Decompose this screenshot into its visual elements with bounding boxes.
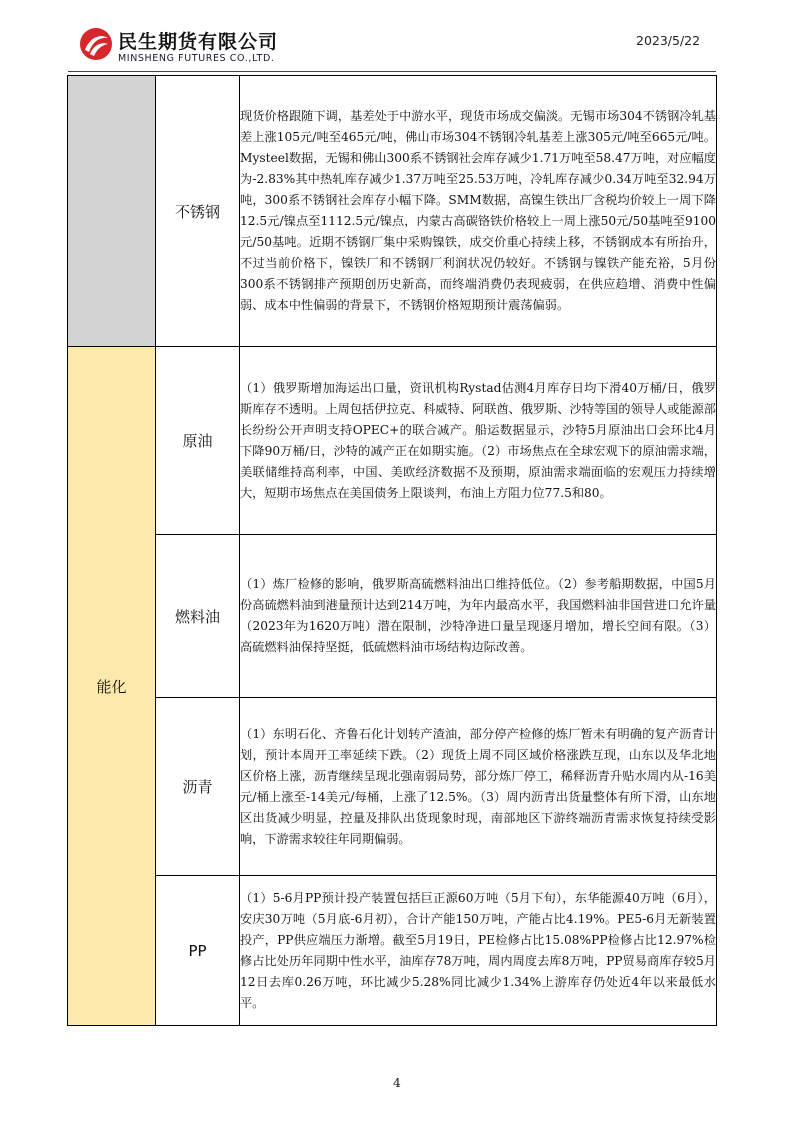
product-name-asphalt: 沥青	[156, 698, 240, 876]
product-name-crude: 原油	[156, 347, 240, 535]
table-row	[68, 698, 717, 876]
page-header	[0, 0, 794, 76]
product-analysis-fuel-oil	[240, 535, 717, 698]
table-row	[68, 76, 717, 347]
product-analysis-asphalt	[240, 698, 717, 876]
table-row	[68, 535, 717, 698]
product-name-fuel-oil: 燃料油	[156, 535, 240, 698]
analysis-text: （1）炼厂检修的影响，俄罗斯高硫燃料油出口维持低位。（2）参考船期数据，中国5月份高硫燃料油到港量预计达到214万吨，为年内最高水平，我国燃料油非国营进口允许量（2023年为1620万吨）潜在限制，沙特净进口量呈现逐月增加，增长空间有限。（3）高硫燃料油保持坚挺，低硫燃料油市场结构边际改善。	[240, 577, 716, 654]
table-row	[68, 876, 717, 1026]
sector-cell-continued	[68, 76, 156, 347]
analysis-text: （1）东明石化、齐鲁石化计划转产渣油，部分停产检修的炼厂暂未有明确的复产沥青计划，预计本周开工率延续下跌。（2）现货上周不同区域价格涨跌互现，山东以及华北地区价格上涨，沥青继续呈现北强南弱局势，部分炼厂停工，稀释沥青升贴水周内从-16美元/桶上涨至-14美元/每桶，上涨了12.5%。（3）周内沥青出货量整体有所下滑，山东地区出货减少明显，控量及排队出货现象时现，南部地区下游终端沥青需求恢复持续受影响，下游需求较往年同期偏弱。	[240, 726, 716, 846]
product-analysis-pp	[240, 876, 717, 1026]
product-analysis-stainless	[240, 76, 717, 347]
product-name-stainless: 不锈钢	[156, 76, 240, 347]
analysis-text: （1）5-6月PP预计投产装置包括巨正源60万吨（5月下旬），东华能源40万吨（6月），安庆30万吨（5月底-6月初），合计产能150万吨，产能占比4.19%。PE5-6月无新装置投产，PP供应端压力渐增。截至5月19日，PE检修占比15.08%PP检修占比12.97%检修占比处历年同期中性水平，油库存78万吨，周内周度去库8万吨，PP贸易商库存较5月12日去库0.26万吨，环比减少5.28%同比减少1.34%上游库存仍处近4年以来最低水平。	[240, 890, 716, 1010]
report-date: 2023/5/22	[636, 33, 701, 48]
page-number: 4	[393, 1076, 401, 1090]
commodity-report-table	[67, 75, 717, 1026]
company-name-cn: 民生期货有限公司	[118, 31, 279, 53]
analysis-text: （1）俄罗斯增加海运出口量，资讯机构Rystad估测4月库存日均下滑40万桶/日，俄罗斯库存不透明。上周包括伊拉克、科威特、阿联酋、俄罗斯、沙特等国的领导人或能源部长纷纷公开声明支持OPEC+的联合减产。船运数据显示，沙特5月原油出口会环比4月下降90万桶/日，沙特的减产正在如期实施。（2）市场焦点在全球宏观下的原油需求端，美联储维持高利率，中国、美欧经济数据不及预期，原油需求端面临的宏观压力持续增大，短期市场焦点在美国债务上限谈判，布油上方阻力位77.5和80。	[240, 380, 716, 500]
table-row	[68, 347, 717, 535]
sector-name-energy: 能化	[68, 347, 156, 1026]
product-analysis-crude	[240, 347, 717, 535]
logo-icon	[78, 26, 114, 62]
header-divider	[68, 71, 716, 72]
company-logo	[78, 26, 114, 62]
analysis-text: 现货价格跟随下调，基差处于中游水平，现货市场成交偏淡。无锡市场304不锈钢冷轧基差上涨105元/吨至465元/吨，佛山市场304不锈钢冷轧基差上涨305元/吨至665元/吨。Mysteel数据，无锡和佛山300系不锈钢社会库存减少1.71万吨至58.47万吨，对应幅度为-2.83%其中热轧库存减少1.37万吨至25.53万吨，冷轧库存减少0.34万吨至32.94万吨，300系不锈钢社会库存小幅下降。SMM数据，高镍生铁出厂含税均价较上一周下降12.5元/镍点至1112.5元/镍点，内蒙古高碳铬铁价格较上一周上涨50元/50基吨至9100元/50基吨。近期不锈钢厂集中采购镍铁，成交价重心持续上移，不锈钢成本有所抬升，不过当前价格下，镍铁厂和不锈钢厂利润状况仍较好。不锈钢与镍铁产能充裕，5月份300系不锈钢排产预期创历史新高，而终端消费仍表现疲弱，在供应趋增、消费中性偏弱、成本中性偏弱的背景下，不锈钢价格短期预计震荡偏弱。	[240, 109, 716, 312]
product-name-pp: PP	[156, 876, 240, 1026]
company-name-en: MINSHENG FUTURES CO.,LTD.	[118, 53, 275, 64]
